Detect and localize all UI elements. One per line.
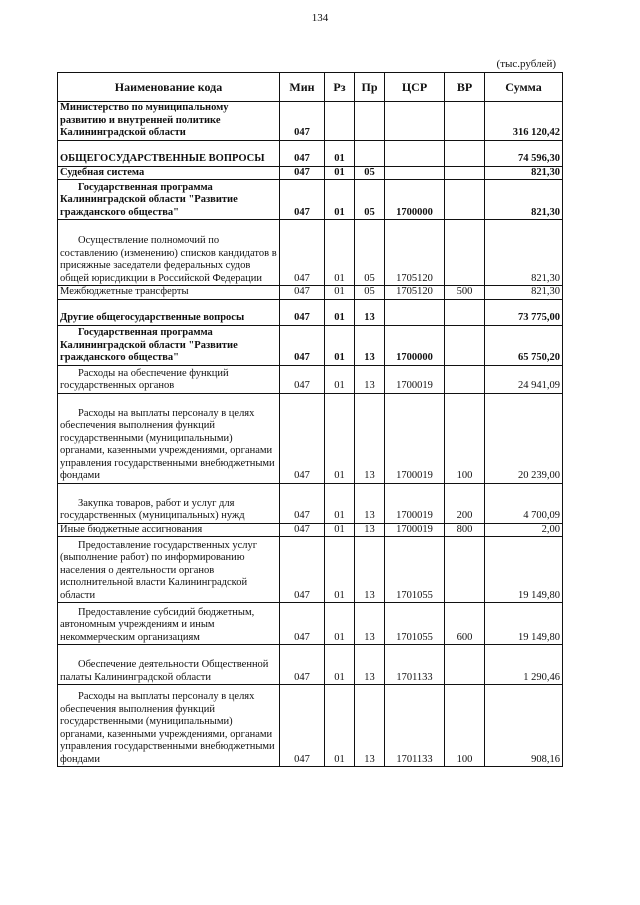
row-rz: 01 <box>325 483 355 523</box>
row-vr: 100 <box>445 393 485 483</box>
row-min: 047 <box>280 537 325 603</box>
row-min: 047 <box>280 180 325 220</box>
row-min: 047 <box>280 325 325 365</box>
row-sum: 821,30 <box>485 166 563 180</box>
row-min: 047 <box>280 523 325 537</box>
row-vr <box>445 299 485 325</box>
row-pr: 13 <box>355 299 385 325</box>
row-csr <box>385 102 445 141</box>
row-sum: 19 149,80 <box>485 603 563 645</box>
row-rz: 01 <box>325 523 355 537</box>
row-name: Государственная программа Калининградской области "Развитие гражданского общества" <box>58 180 280 220</box>
header-rz: Рз <box>325 73 355 102</box>
row-vr <box>445 140 485 166</box>
row-rz: 01 <box>325 645 355 685</box>
row-sum: 65 750,20 <box>485 325 563 365</box>
header-name: Наименование кода <box>58 73 280 102</box>
row-csr: 1701133 <box>385 685 445 767</box>
table-row <box>58 483 563 523</box>
table-row <box>58 286 563 300</box>
row-min: 047 <box>280 220 325 286</box>
row-name: Обеспечение деятельности Общественной палаты Калининградской области <box>58 645 280 685</box>
row-pr: 05 <box>355 286 385 300</box>
row-csr <box>385 166 445 180</box>
row-pr: 13 <box>355 365 385 393</box>
row-pr: 13 <box>355 603 385 645</box>
row-csr: 1700000 <box>385 180 445 220</box>
row-csr: 1700019 <box>385 483 445 523</box>
row-sum: 908,16 <box>485 685 563 767</box>
table-row <box>58 299 563 325</box>
row-pr: 13 <box>355 645 385 685</box>
row-vr: 600 <box>445 603 485 645</box>
row-rz: 01 <box>325 325 355 365</box>
row-name: Осуществление полномочий по составлению (изменению) списков кандидатов в присяжные заседатели федеральных судов общей юрисдикции в Российской Федерации <box>58 220 280 286</box>
row-rz: 01 <box>325 603 355 645</box>
row-min: 047 <box>280 299 325 325</box>
row-rz: 01 <box>325 393 355 483</box>
row-pr: 13 <box>355 537 385 603</box>
row-name: Закупка товаров, работ и услуг для государственных (муниципальных) нужд <box>58 483 280 523</box>
row-rz <box>325 102 355 141</box>
row-name: Предоставление государственных услуг (выполнение работ) по информированию населения о деятельности органов исполнительной власти Калининградской области <box>58 537 280 603</box>
page-number: 134 <box>311 12 329 24</box>
row-sum: 4 700,09 <box>485 483 563 523</box>
row-pr: 05 <box>355 220 385 286</box>
row-pr: 05 <box>355 180 385 220</box>
row-vr <box>445 645 485 685</box>
row-rz: 01 <box>325 299 355 325</box>
row-pr: 13 <box>355 483 385 523</box>
table-row <box>58 140 563 166</box>
row-pr: 13 <box>355 393 385 483</box>
row-csr: 1701055 <box>385 603 445 645</box>
row-name: Министерство по муниципальному развитию и внутренней политике Калининградской области <box>58 102 280 141</box>
table-row <box>58 537 563 603</box>
row-pr: 05 <box>355 166 385 180</box>
row-name: Предоставление субсидий бюджетным, автономным учреждениям и иным некоммерческим организациям <box>58 603 280 645</box>
row-min: 047 <box>280 166 325 180</box>
row-pr <box>355 102 385 141</box>
table-row <box>58 685 563 767</box>
row-min: 047 <box>280 483 325 523</box>
table-row <box>58 523 563 537</box>
row-sum: 20 239,00 <box>485 393 563 483</box>
row-rz: 01 <box>325 685 355 767</box>
table-row <box>58 365 563 393</box>
row-rz: 01 <box>325 166 355 180</box>
units-label: (тыс.рублей) <box>496 58 556 70</box>
row-sum: 24 941,09 <box>485 365 563 393</box>
row-min: 047 <box>280 603 325 645</box>
row-vr <box>445 102 485 141</box>
row-vr: 800 <box>445 523 485 537</box>
row-pr: 13 <box>355 325 385 365</box>
row-min: 047 <box>280 102 325 141</box>
table-row <box>58 393 563 483</box>
row-vr: 500 <box>445 286 485 300</box>
row-name: Иные бюджетные ассигнования <box>58 523 280 537</box>
row-rz: 01 <box>325 180 355 220</box>
row-name: Другие общегосударственные вопросы <box>58 299 280 325</box>
row-sum: 821,30 <box>485 180 563 220</box>
row-vr <box>445 365 485 393</box>
table-row <box>58 166 563 180</box>
row-rz: 01 <box>325 220 355 286</box>
row-name: Межбюджетные трансферты <box>58 286 280 300</box>
header-csr: ЦСР <box>385 73 445 102</box>
row-name: ОБЩЕГОСУДАРСТВЕННЫЕ ВОПРОСЫ <box>58 140 280 166</box>
row-vr: 100 <box>445 685 485 767</box>
row-csr: 1700019 <box>385 523 445 537</box>
row-pr: 13 <box>355 523 385 537</box>
row-sum: 1 290,46 <box>485 645 563 685</box>
row-min: 047 <box>280 685 325 767</box>
row-name: Расходы на выплаты персоналу в целях обеспечения выполнения функций государственными (муниципальными) органами, казенными учреждениями, органами управления государственными внебюджетными фондами <box>58 393 280 483</box>
row-name: Судебная система <box>58 166 280 180</box>
row-name: Расходы на выплаты персоналу в целях обеспечения выполнения функций государственными (муниципальными) органами, казенными учреждениями, органами управления государственными внебюджетными фондами <box>58 685 280 767</box>
row-pr: 13 <box>355 685 385 767</box>
table-row <box>58 220 563 286</box>
table-row <box>58 180 563 220</box>
row-sum: 821,30 <box>485 286 563 300</box>
row-rz: 01 <box>325 140 355 166</box>
row-name: Расходы на обеспечение функций государственных органов <box>58 365 280 393</box>
row-min: 047 <box>280 286 325 300</box>
row-sum: 2,00 <box>485 523 563 537</box>
row-min: 047 <box>280 140 325 166</box>
header-min: Мин <box>280 73 325 102</box>
row-vr: 200 <box>445 483 485 523</box>
table-row <box>58 603 563 645</box>
row-vr <box>445 325 485 365</box>
row-sum: 19 149,80 <box>485 537 563 603</box>
row-vr <box>445 537 485 603</box>
row-rz: 01 <box>325 286 355 300</box>
header-vr: ВР <box>445 73 485 102</box>
row-csr <box>385 299 445 325</box>
budget-table <box>57 72 563 767</box>
row-pr <box>355 140 385 166</box>
row-sum: 74 596,30 <box>485 140 563 166</box>
table-row <box>58 645 563 685</box>
row-csr: 1700019 <box>385 365 445 393</box>
header-sum: Сумма <box>485 73 563 102</box>
row-sum: 821,30 <box>485 220 563 286</box>
row-sum: 73 775,00 <box>485 299 563 325</box>
row-min: 047 <box>280 645 325 685</box>
row-csr <box>385 140 445 166</box>
row-vr <box>445 180 485 220</box>
row-sum: 316 120,42 <box>485 102 563 141</box>
row-csr: 1701055 <box>385 537 445 603</box>
row-name: Государственная программа Калининградской области "Развитие гражданского общества" <box>58 325 280 365</box>
row-rz: 01 <box>325 365 355 393</box>
header-row <box>58 73 563 102</box>
row-csr: 1700019 <box>385 393 445 483</box>
row-csr: 1705120 <box>385 220 445 286</box>
row-min: 047 <box>280 365 325 393</box>
row-vr <box>445 166 485 180</box>
row-csr: 1700000 <box>385 325 445 365</box>
row-min: 047 <box>280 393 325 483</box>
row-vr <box>445 220 485 286</box>
table-row <box>58 102 563 141</box>
row-csr: 1705120 <box>385 286 445 300</box>
row-csr: 1701133 <box>385 645 445 685</box>
table-row <box>58 325 563 365</box>
header-pr: Пр <box>355 73 385 102</box>
row-rz: 01 <box>325 537 355 603</box>
